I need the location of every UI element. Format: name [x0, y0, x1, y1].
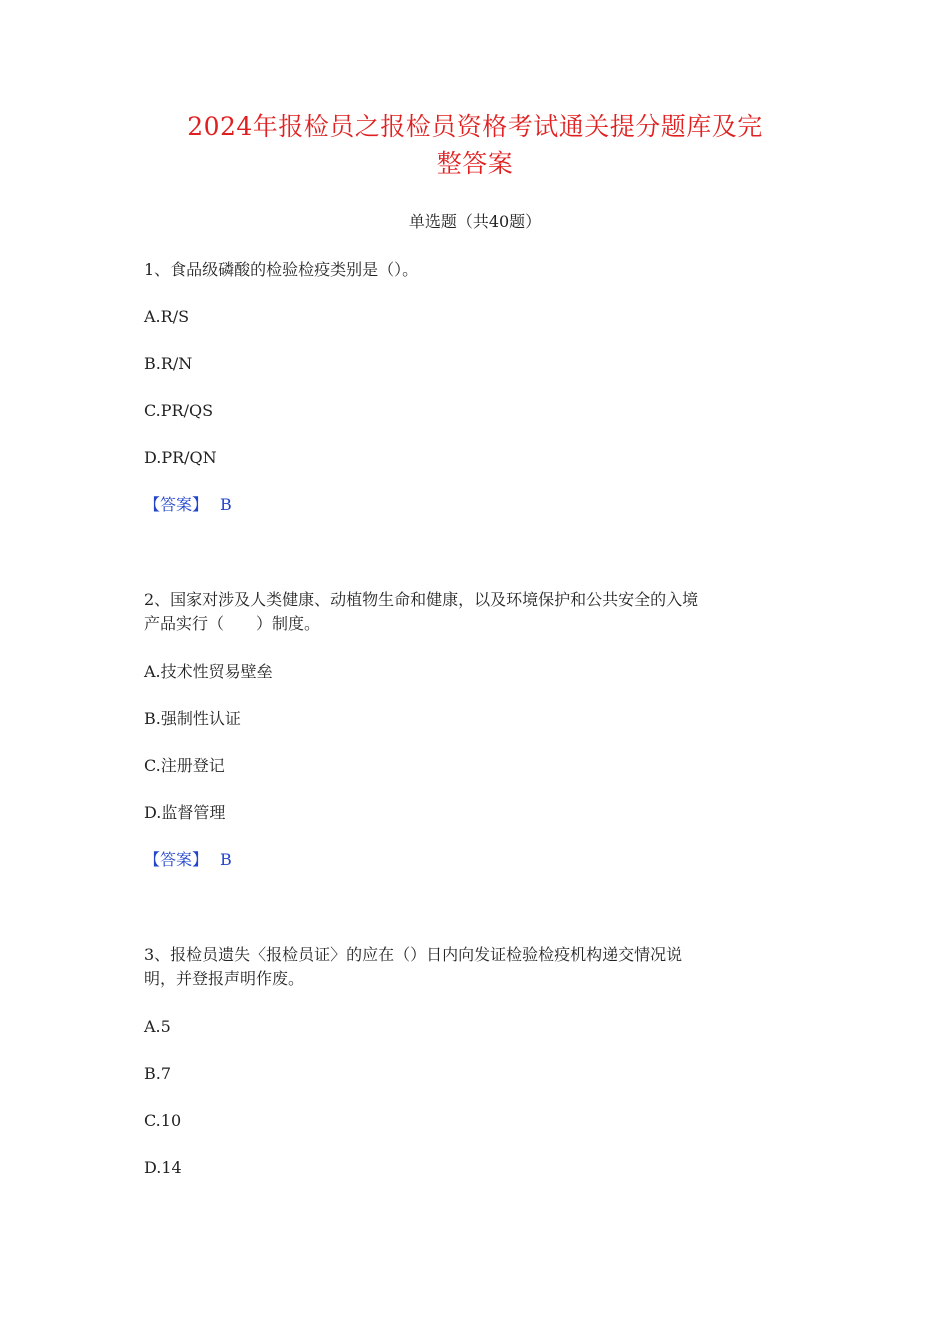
document-title: [120, 108, 830, 182]
question-3-option-d: D.14: [144, 1158, 182, 1177]
answer-value: B: [220, 850, 232, 869]
question-1-option-a: A.R/S: [144, 307, 190, 326]
question-2-stem-line-1: 2、国家对涉及人类健康、动植物生命和健康，以及环境保护和公共安全的入境: [144, 590, 699, 609]
question-3-option-b: B.7: [144, 1064, 172, 1083]
question-1-option-d: D.PR/QN: [144, 448, 217, 467]
question-2-stem-line-2: 产品实行（ ）制度。: [144, 614, 321, 633]
title-line-1: 2024年报检员之报检员资格考试通关提分题库及完: [187, 112, 763, 141]
answer-label: 【答案】: [144, 850, 209, 869]
question-3-option-a: A.5: [144, 1017, 171, 1036]
question-2-answer: [144, 848, 824, 872]
answer-value: B: [220, 495, 232, 514]
question-3-stem-line-2: 明，并登报声明作废。: [144, 969, 305, 988]
question-1-answer: [144, 493, 824, 517]
section-heading: 单选题（共40题）: [408, 212, 542, 231]
question-1-option-b: B.R/N: [144, 354, 193, 373]
question-2-option-c: C.注册登记: [144, 756, 225, 775]
question-2-option-b: B.强制性认证: [144, 709, 241, 728]
question-3-stem-line-1: 3、报检员遗失〈报检员证〉的应在（）日内向发证检验检疫机构递交情况说: [144, 945, 683, 964]
question-3-option-c: C.10: [144, 1111, 182, 1130]
question-2-option-a: A.技术性贸易壁垒: [144, 662, 273, 681]
question-1-stem: 1、食品级磷酸的检验检疫类别是（）。: [144, 260, 419, 279]
title-line-2: 整答案: [436, 149, 514, 178]
question-1-option-c: C.PR/QS: [144, 401, 214, 420]
question-2-option-d: D.监督管理: [144, 803, 226, 822]
answer-label: 【答案】: [144, 495, 209, 514]
